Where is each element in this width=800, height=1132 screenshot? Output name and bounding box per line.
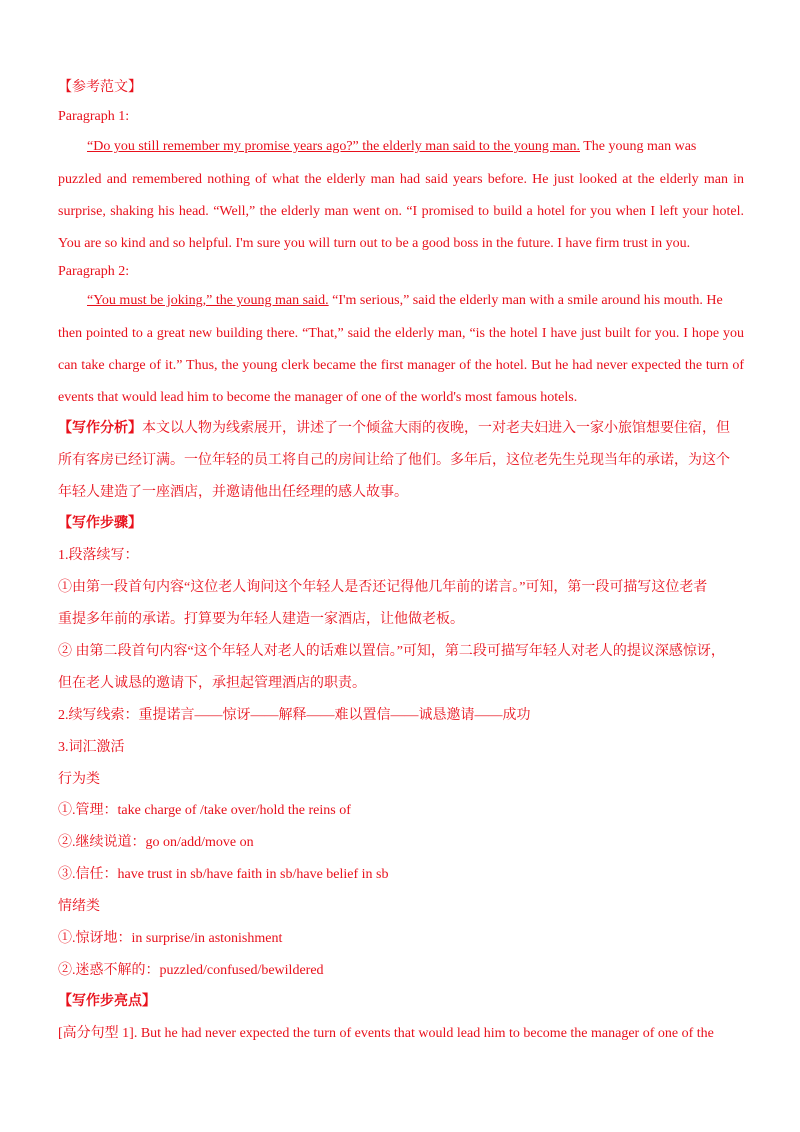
analysis-label: 【写作分析】	[58, 421, 142, 436]
analysis-line-1	[58, 419, 730, 439]
emotion-item: ②.迷惑不解的：puzzled/confused/bewildered	[58, 963, 324, 978]
paragraph-2-label: Paragraph 2:	[58, 264, 130, 279]
category-action: 行为类	[58, 772, 100, 787]
action-item: ③.信任：have trust in sb/have faith in sb/have belief in sb	[58, 867, 389, 882]
step-2-clues: 2.续写线索：重提诺言——惊讶——解释——难以置信——诚恳邀请——成功	[58, 708, 531, 723]
paragraph-1-line-1	[87, 137, 696, 157]
paragraph-1-line-3: surprise, shaking his head. “Well,” the elderly man went on. “I promised to build a hotel for you when I left your hotel.	[58, 204, 744, 219]
paragraph-1-line-2: puzzled and remembered nothing of what the elderly man had said years before. He just looked at the elderly man in	[58, 172, 744, 187]
paragraph-2-line-4: events that would lead him to become the manager of one of the world's most famous hotels.	[58, 390, 578, 405]
paragraph-1-line-1-rest: The young man was	[579, 139, 697, 154]
paragraph-2-line-3: can take charge of it.” Thus, the young clerk became the first manager of the hotel. But he had never expected the turn of	[58, 358, 744, 373]
highlights-heading: 【写作步亮点】	[58, 994, 156, 1009]
step-1b-line-2: 但在老人诚恳的邀请下，承担起管理酒店的职责。	[58, 676, 366, 691]
emotion-item: ①.惊讶地：in surprise/in astonishment	[58, 931, 283, 946]
analysis-line-3: 年轻人建造了一座酒店，并邀请他出任经理的感人故事。	[58, 485, 408, 500]
step-1b-line-1: ② 由第二段首句内容“这个年轻人对老人的话难以置信。”可知，第二段可描写年轻人对老人的提议深感惊讶，	[58, 644, 725, 659]
step-1a-line-1: ①由第一段首句内容“这位老人询问这个年轻人是否还记得他几年前的诺言。”可知，第一段可描写这位老者	[58, 580, 708, 595]
paragraph-2-line-1	[87, 291, 723, 311]
analysis-line-2: 所有客房已经订满。一位年轻的员工将自己的房间让给了他们。多年后，这位老先生兑现当年的承诺，为这个	[58, 453, 730, 468]
paragraph-1-opening-sentence: “Do you still remember my promise years ago?” the elderly man said to the young man.	[87, 139, 580, 154]
paragraph-2-line-1-rest: “I'm serious,” said the elderly man with a smile around his mouth. He	[328, 293, 723, 308]
paragraph-2-line-2: then pointed to a great new building there. “That,” said the elderly man, “is the hotel I have just built for you. I hope you	[58, 326, 744, 341]
step-1a-line-2: 重提多年前的承诺。打算要为年轻人建造一家酒店，让他做老板。	[58, 612, 464, 627]
paragraph-1-label: Paragraph 1:	[58, 109, 130, 124]
highlight-sentence-1: [高分句型 1]. But he had never expected the turn of events that would lead him to become the manager of one of the	[58, 1026, 714, 1041]
category-emotion: 情绪类	[58, 899, 100, 914]
reference-heading: 【参考范文】	[58, 80, 142, 95]
paragraph-2-opening-sentence: “You must be joking,” the young man said.	[87, 293, 329, 308]
action-item: ①.管理：take charge of /take over/hold the reins of	[58, 803, 351, 818]
steps-heading: 【写作步骤】	[58, 516, 142, 531]
paragraph-1-line-4: You are so kind and so helpful. I'm sure you will turn out to be a good boss in the future. I have firm trust in you.	[58, 236, 691, 251]
step-1-title: 1.段落续写：	[58, 548, 139, 563]
analysis-text-1: 本文以人物为线索展开，讲述了一个倾盆大雨的夜晚，一对老夫妇进入一家小旅馆想要住宿，但	[142, 421, 730, 436]
action-item: ②.继续说道：go on/add/move on	[58, 835, 254, 850]
step-3-vocab-title: 3.词汇激活	[58, 740, 125, 755]
